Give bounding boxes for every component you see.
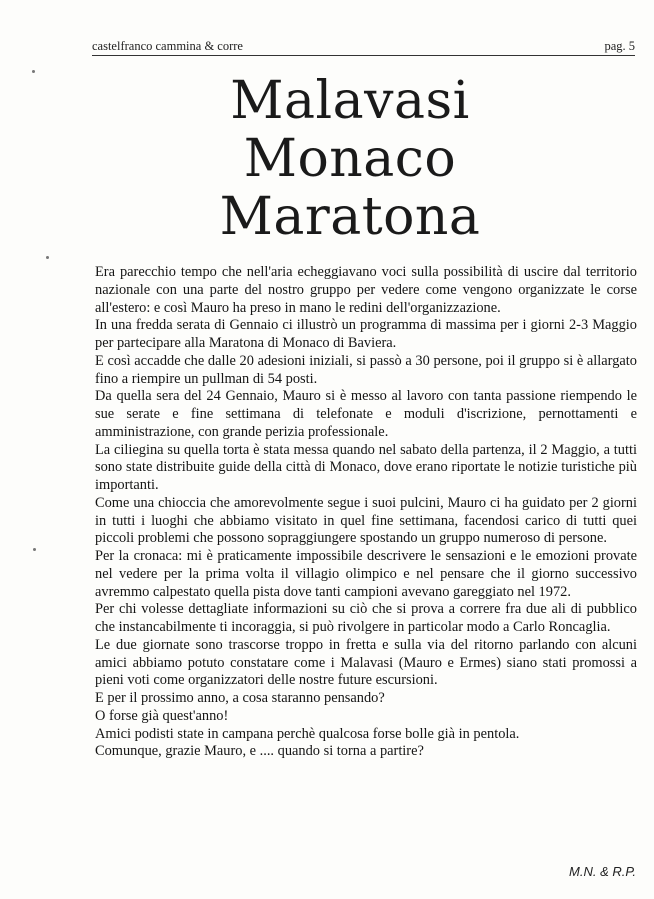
paragraph-7: Per la cronaca: mi è praticamente impossibile descrivere le sensazioni e le emozioni provate nel vedere per la prima volta il villagio olimpico e nel pensare che il giorno successivo avremmo calpestato quella pista dove tanti campioni avevano gareggiato nel 1972. <box>95 548 637 600</box>
newsletter-name: castelfranco cammina & corre <box>92 39 243 53</box>
paragraph-12: Amici podisti state in campana perchè qualcosa forse bolle già in pentola. <box>95 725 520 742</box>
title-line-2: Monaco <box>243 129 457 189</box>
paragraph-10: E per il prossimo anno, a cosa staranno pensando? <box>95 690 385 706</box>
paragraph-4: Da quella sera del 24 Gennaio, Mauro si è messo al lavoro con tanta passione riempendo le sue serate e fine settimana di telefonate e moduli d'iscrizione, pernottamenti e amministrazione, con grande perizia professionale. <box>95 388 637 440</box>
scan-speck <box>46 256 49 259</box>
paragraph-13: Comunque, grazie Mauro, e .... quando si torna a partire? <box>95 743 424 760</box>
author-signature: M.N. & R.P. <box>569 864 636 879</box>
paragraph-2: In una fredda serata di Gennaio ci illustrò un programma di massima per i giorni 2-3 Maggio per partecipare alla Maratona di Monaco di Baviera. <box>95 317 637 351</box>
paragraph-11: O forse già quest'anno! <box>95 707 229 724</box>
title-line-1: Malavasi <box>230 71 470 131</box>
paragraph-5: La ciliegina su quella torta è stata messa quando nel sabato della partenza, il 2 Maggio, a tutti sono state distribuite guide della città di Monaco, dove erano riportate le notizie turistiche più importanti. <box>95 441 637 493</box>
scan-speck <box>32 70 35 73</box>
header-divider <box>92 55 635 56</box>
paragraph-9: Le due giornate sono trascorse troppo in fretta e sulla via del ritorno parlando con alcuni amici abbiamo potuto constatare come i Malavasi (Mauro e Ermes) siano stati promossi a pieni voti come organizzatori delle nostre future escursioni. <box>95 636 637 689</box>
article-title <box>120 72 580 246</box>
paragraph-3: E così accadde che dalle 20 adesioni iniziali, si passò a 30 persone, poi il gruppo si è allargato fino a riempire un pullman di 54 posti. <box>95 352 637 387</box>
title-line-3: Maratona <box>219 187 481 247</box>
paragraph-1: Era parecchio tempo che nell'aria echeggiavano voci sulla possibilità di uscire dal territorio nazionale con una parte del nostro gruppo per vedere come vengono organizzate le corse all'estero: e così Mauro ha preso in mano le redini dell'organizzazione. <box>95 264 637 316</box>
page-number: pag. 5 <box>604 39 635 53</box>
paragraph-8: Per chi volesse dettagliate informazioni su ciò che si prova a correre fra due ali di pubblico che instancabilmente ti incoraggia, si può rivolgere in particolar modo a Carlo Roncaglia. <box>95 601 637 635</box>
article-body <box>95 264 637 761</box>
paragraph-6: Come una chioccia che amorevolmente segue i suoi pulcini, Mauro ci ha guidato per 2 giorni in tutti i luoghi che abbiamo visitato in quel fine settimana, facendosi carico di tutti quei piccoli problemi che possono sopraggiungere spostando un gruppo numeroso di persone. <box>95 494 637 547</box>
scan-speck <box>33 548 36 551</box>
